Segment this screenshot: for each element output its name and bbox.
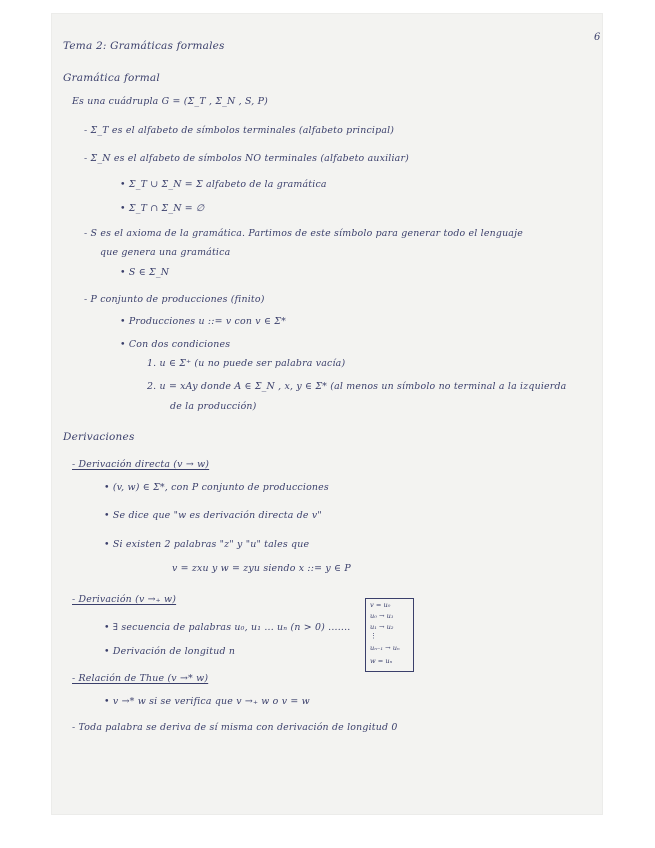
box-line: u₁ → u₂	[370, 623, 394, 631]
sub-list-item: • Se dice que "w es derivación directa de v"	[104, 510, 322, 521]
numbered-item: 2. u = xAy donde A ∈ Σ_N , x, y ∈ Σ* (al menos un símbolo no terminal a la izquierda	[147, 381, 567, 392]
subsection-heading: - Derivación directa (v → w)	[72, 459, 210, 470]
list-item: - Σ_T es el alfabeto de símbolos terminales (alfabeto principal)	[84, 125, 395, 136]
sub-list-item: • S ∈ Σ_N	[120, 267, 170, 278]
definition-line: Es una cuádrupla G = (Σ_T , Σ_N , S, P)	[72, 96, 268, 107]
sub-list-item: • v →* w si se verifica que v →₊ w o v = w	[104, 696, 310, 707]
list-item: - Σ_N es el alfabeto de símbolos NO terminales (alfabeto auxiliar)	[84, 153, 410, 164]
box-line: w = uₙ	[370, 657, 393, 665]
subsection-heading: - Relación de Thue (v →* w)	[72, 673, 209, 684]
sub-list-item: • Producciones u ::= v con v ∈ Σ*	[120, 316, 286, 327]
subsection-heading: - Derivación (v →₊ w)	[72, 594, 177, 605]
box-line: uₙ₋₁ → uₙ	[370, 644, 400, 652]
derivation-sequence-box	[365, 598, 414, 672]
numbered-item: 1. u ∈ Σ⁺ (u no puede ser palabra vacía)	[147, 358, 346, 369]
list-item: - P conjunto de producciones (finito)	[84, 294, 265, 305]
sub-list-item: • ∃ secuencia de palabras u₀, u₁ ... uₙ (n > 0) .......	[104, 622, 351, 633]
sub-list-item: • Si existen 2 palabras "z" y "u" tales que	[104, 539, 310, 550]
section-heading-gramatica-formal: Gramática formal	[63, 72, 160, 84]
sub-list-item: • (v, w) ∈ Σ*, con P conjunto de producciones	[104, 482, 329, 493]
box-line: u₀ → u₁	[370, 612, 394, 620]
box-ellipsis: ⋮	[370, 632, 377, 640]
numbered-item-continuation: de la producción)	[170, 401, 257, 412]
section-heading-derivaciones: Derivaciones	[63, 431, 135, 443]
sub-list-item: • Σ_T ∩ Σ_N = ∅	[120, 203, 205, 214]
sub-list-item: • Σ_T ∪ Σ_N = Σ alfabeto de la gramática	[120, 179, 327, 190]
page-number: 6	[594, 32, 601, 43]
box-line: v = u₀	[370, 601, 391, 609]
sub-list-item: • Derivación de longitud n	[104, 646, 236, 657]
sub-list-item: • Con dos condiciones	[120, 339, 231, 350]
formula-line: v = zxu y w = zyu siendo x ::= y ∈ P	[172, 563, 351, 574]
list-item-continuation: que genera una gramática	[100, 247, 231, 258]
page-title: Tema 2: Gramáticas formales	[63, 40, 225, 52]
list-item: - S es el axioma de la gramática. Partimos de este símbolo para generar todo el lenguaje	[84, 228, 523, 239]
list-item: - Toda palabra se deriva de sí misma con derivación de longitud 0	[72, 722, 398, 733]
